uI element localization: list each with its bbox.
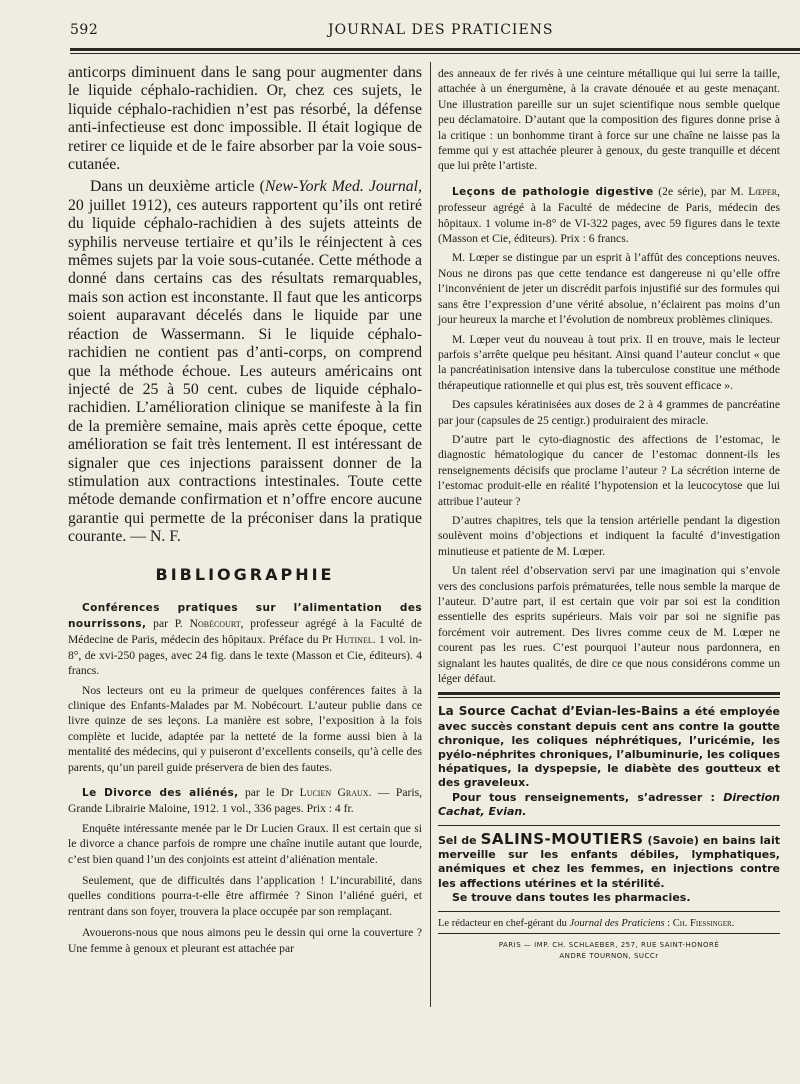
book-author: Nobécourt xyxy=(189,616,241,630)
column-separator xyxy=(430,62,431,1007)
book-author: Lœper xyxy=(748,184,778,198)
ad-rule-thin xyxy=(438,697,780,698)
article-paragraph-2 xyxy=(68,178,422,546)
ad-separator xyxy=(438,825,780,826)
book-review-3-p2: M. Lœper veut du nouveau à tout prix. Il en trouve, mais le lecteur parfois s’arrête quelque peu hésitant. Ainsi quand l’auteur conclut « que la pancréatinisation intensive dans la tuberculose constitue une méthode thérapeutique rationnelle et qui plus est, très souvent efficace ». xyxy=(438,332,780,392)
ad-brand-name: SALINS-MOUTIERS xyxy=(480,830,644,849)
ad-text: (Savoie) en bains lait merveille sur les enfants débiles, lymphatiques, anémiques et chez les femmes, en injections contre les affections utérines et la stérilité. xyxy=(438,834,781,890)
ad-brand-name: La Source Cachat d’Evian-les-Bains xyxy=(438,704,679,719)
book-title: Conférences pratiques sur l’alimentation des nourrissons, xyxy=(68,601,422,630)
ad-rule xyxy=(438,692,780,695)
book-entry-2 xyxy=(68,785,422,817)
ad-contact xyxy=(438,791,780,819)
text-span: Le rédacteur en chef-gérant du xyxy=(438,918,570,930)
book-review-3-p1: M. Lœper se distingue par un esprit à l’affût des conceptions neuves. Nous ne dirons pas que cette tendance est dangereuse ni qu’elle offre l’inconvénient de jeter un discrédit parfois injustifié sur des formules qui sans être l’expression d’une vérité absolue, n’éclairent pas moins d’un jour heureux la marche et l’évolution de nombreux problèmes cliniques. xyxy=(438,251,780,327)
ad-text: Pour tous renseignements, s’adresser : xyxy=(452,790,724,804)
text-span: (2e série), par M. xyxy=(653,184,749,198)
book-author: Lucien Graux xyxy=(299,786,369,800)
ad-availability: Se trouve dans toutes les pharmacies. xyxy=(452,890,691,904)
book-review-2-p2: Seulement, que de difficultés dans l’application ! L’incurabilité, dans quelles conditions pourra-t-elle être affirmée ? Sinon l’aliéné guéri, et rentrant dans son foyer, trouvera la place occupée par son remplaçant. xyxy=(68,874,422,918)
book-review-3-p6: Un talent réel d’observation servi par une imagination qui s’envole vers des conclusions parfois prématurées, telle nous semble la marque de l’auteur. D’autre part, il est certain que voir par soi est la condition essentielle des esprits supérieurs. Mais voir par soi ne signifie pas forcément voir autrement. Des livres comme ceux de M. Lœper ne courent pas les rues. C’est pourquoi l’auteur nous pardonnera, en signalant les hautes qualités, de dire ce que nous considérons comme un léger défaut. xyxy=(438,564,780,686)
text-span: , professeur agrégé à la Faculté de Médecine de Paris, médecin des hôpitaux. Préface du Pr xyxy=(68,616,422,647)
journal-citation: New-York Med. Journal, xyxy=(264,178,423,196)
text-span: , professeur agrégé à la Faculté de médecine de Paris, médecin des hôpitaux. 1 volume in-8° de VI-322 pages, avec 59 figures dans le texte (Masson et Cie, éditeurs). Prix : 6 francs. xyxy=(438,184,781,246)
journal-title: JOURNAL DES PRATICIENS xyxy=(328,22,554,38)
header-rule xyxy=(70,48,800,51)
ad-address: Direction Cachat, Evian. xyxy=(438,790,780,818)
editor-name: : Ch. Fiessinger. xyxy=(664,918,735,930)
text-span: . 1 vol. in-8°, de xvi-250 pages, avec 24 fig. dans le texte (Masson et Cie, éditeurs). 4 francs. xyxy=(68,633,422,678)
text-span: par P. xyxy=(146,616,190,630)
text-span: par le Dr xyxy=(238,786,300,800)
editor-line xyxy=(438,918,780,929)
book-review-1: Nos lecteurs ont eu la primeur de quelques conférences faites à la clinique des Enfants-Malades par M. Nobécourt. L’auteur publie dans ce livre quinze de ses leçons. La manière est sobre, l’exposition à la fois complète et lucide, adaptée par la netteté de la forme aussi bien à la mentalité des médecins, qui y puiseront d’excellents conseils, qu’à celle des parents, qu’un pareil guide préservera de bien des fautes. xyxy=(68,683,422,774)
book-entry-3 xyxy=(438,184,780,247)
printer-line-1: PARIS — IMP. CH. SCHLAEBER, 257, RUE SAINT-HONORÉ xyxy=(498,941,720,950)
book-entry-1 xyxy=(68,600,422,679)
text-span: 20 juillet 1912), ces auteurs rapportent qu’ils ont retiré du liquide céphalo-rachidien à des sujets atteints de syphilis nerveuse tertiaire et qu’ils le réinjectent à ces mêmes sujets par la voie sous-cutanée. Cette méthode a donné dans certains cas des résultats remarquables, mais son action est inconstante. Il faut que les anticorps soient auparavant décelés dans le liquide par une réaction de Wassermann. Si le liquide céphalo-rachidien ne contient pas d’anti-corps, on comprend que la méthode échoue. Les auteurs américains ont injecté de 25 à 50 cent. cubes de liquide céphalo-rachidien. L’amélioration clinique se manifeste à la fin de la première semaine, mais après cette époque, cette amélioration se fait très lentement. Il est intéressant de signaler que ces injections paraissent donner de la stimulation aux contractions intestinales. Toute cette métode demande confirmation et n’offre encore aucune garantie qui permette de la préconiser dans la pratique courante. — N. F. xyxy=(68,196,422,546)
text-span: . — Paris, Grande Librairie Maloine, 1912. 1 vol., 336 pages. Prix : 4 fr. xyxy=(68,786,422,816)
preface-author: Hutinel xyxy=(335,633,373,647)
book-review-2-p3: Avouerons-nous que nous aimons peu le dessin qui orne la couverture ? Une femme à genoux et pleurant est attachée par xyxy=(68,926,422,955)
review-continuation: des anneaux de fer rivés à une ceinture métallique qui lui serre la taille, attachée à un énergumène, à la cravate dénouée et au geste menaçant. Une illustration pareille sur un sujet scientifique nous semble quelque peu déclamatoire. D’autant que la composition des figures donne prise à la critique : un bonhomme tirant à force sur une chaîne ne laisse pas la femme qui y est attachée pleurer à genoux, du geste tranquille et décent que lui prête l’artiste. xyxy=(438,67,780,173)
book-review-2-p1: Enquête intéressante menée par le Dr Lucien Graux. Il est certain que si le divorce a chance parfois de rompre une chaîne inutile autant que lourde, c’est bien quand l’un des conjoints est atteint d’aliénation mentale. xyxy=(68,821,422,866)
journal-name: Journal des Praticiens xyxy=(569,918,665,930)
book-review-3-p5: D’autres chapitres, tels que la tension artérielle pendant la digestion soulèvent moins d’objections et indiquent la faculté d’investigation minutieuse et patiente de M. Lœper. xyxy=(438,513,780,558)
footer-rule xyxy=(438,911,780,912)
page-header xyxy=(70,22,780,44)
article-paragraph-1: anticorps diminuent dans le sang pour augmenter dans le liquide céphalo-rachidien. Or, chez ces sujets, le liquide céphalo-rachidien n’est pas résorbé, la défense anti-infectieuse est donc impossible. Il était logique de retirer ce liquide et de le faire absorber par la voie sous-cutanée. xyxy=(68,64,422,174)
book-title: Le Divorce des aliénés, xyxy=(82,787,239,800)
header-rule-thin xyxy=(70,53,800,54)
footer-rule-2 xyxy=(438,933,780,934)
ad-text: a été employée avec succès constant depuis cent ans contre la goutte chronique, les coliques néphrétiques, l’uricémie, les pyélo-néphrites chroniques, l’albuminurie, les coliques hépatiques, la dyspepsie, le diabète des goutteux et des graveleux. xyxy=(438,705,780,790)
advertisement-cachat xyxy=(438,704,780,819)
right-column xyxy=(438,66,780,962)
book-review-3-p3: Des capsules kératinisées aux doses de 2 à 4 grammes de pancréatine par jour (capsules de 25 centigr.) produiraient des miracle. xyxy=(438,398,780,427)
printer-line-2: ANDRÉ TOURNON, SUCCr xyxy=(559,952,659,961)
bibliography-heading: BIBLIOGRAPHIE xyxy=(155,564,335,584)
text-span: Dans un deuxième article ( xyxy=(90,178,265,196)
page-number: 592 xyxy=(70,22,99,38)
book-review-3-p4: D’autre part le cyto-diagnostic des affections de l’estomac, le diagnostic hématologique du cancer de l’estomac donnent-ils les renseignements décisifs que proclame l’auteur ? La sécrétion interne de l’estomac produit-elle en réalité l’hypotension et la leucocytose que lui attribue l’auteur ? xyxy=(438,432,780,508)
printer-imprint xyxy=(438,940,780,962)
book-title: Leçons de pathologie digestive xyxy=(452,185,654,198)
advertisement-salins xyxy=(438,832,780,905)
left-column xyxy=(68,64,422,956)
ad-text: Sel de xyxy=(438,834,481,848)
